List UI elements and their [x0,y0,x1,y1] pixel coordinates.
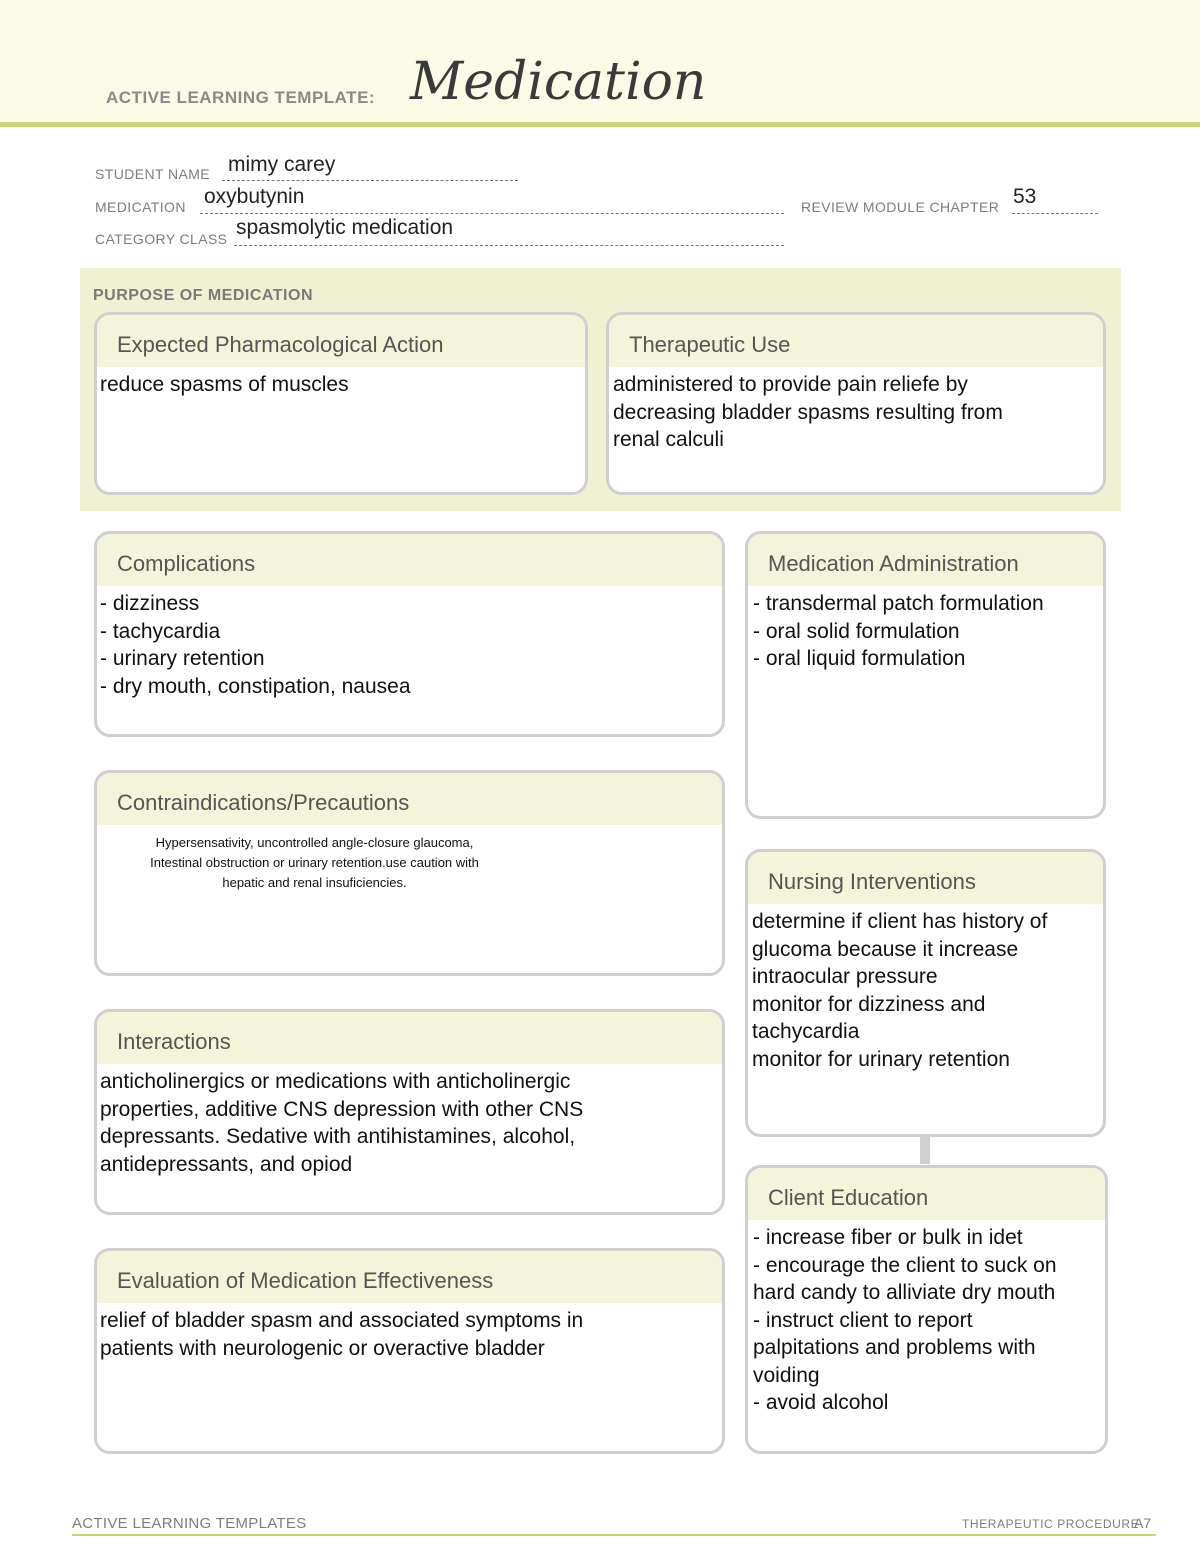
nursing-interventions-title: Nursing Interventions [748,852,1103,904]
contraindications-box [94,770,725,976]
review-module-label: REVIEW MODULE CHAPTER [801,199,1000,215]
medication-line [200,213,784,214]
template-title: Medication [410,52,707,112]
evaluation-text[interactable]: relief of bladder spasm and associated symptoms in patients with neurologenic or overactive bladder [100,1309,584,1360]
student-name-field[interactable]: mimy carey [228,153,336,176]
medication-administration-title: Medication Administration [748,534,1103,586]
contraindications-text[interactable]: Hypersensativity, uncontrolled angle-closure glaucoma, Intestinal obstruction or urinary retention.use caution with hepatic and renal insuficiencies. [150,835,479,890]
footer-left: ACTIVE LEARNING TEMPLATES [72,1515,307,1532]
footer-page-number: A7 [1134,1515,1152,1531]
header-rule [0,122,1200,127]
contraindications-title: Contraindications/Precautions [97,773,722,825]
complications-title: Complications [97,534,722,586]
client-education-title: Client Education [748,1168,1105,1220]
student-name-line [222,180,518,181]
review-module-line [1012,213,1098,214]
footer-right: THERAPEUTIC PROCEDURE [962,1517,1140,1531]
section-connector [920,1136,930,1164]
purpose-title: PURPOSE OF MEDICATION [93,287,313,304]
expected-action-title: Expected Pharmacological Action [97,315,585,367]
category-class-field[interactable]: spasmolytic medication [236,216,454,239]
medication-administration-text[interactable]: - transdermal patch formulation - oral solid formulation - oral liquid formulation [753,592,1044,670]
expected-action-box [94,312,588,495]
nursing-interventions-box [745,849,1106,1137]
evaluation-title: Evaluation of Medication Effectiveness [97,1251,722,1303]
medication-field[interactable]: oxybutynin [204,185,305,208]
therapeutic-use-title: Therapeutic Use [609,315,1103,367]
client-education-text[interactable]: - increase fiber or bulk in idet - encourage the client to suck on hard candy to alliviate dry mouth - instruct client to report palpitations and problems with voiding - avoid alcohol [753,1226,1057,1414]
therapeutic-use-box [606,312,1106,495]
client-education-box [745,1165,1108,1454]
complications-text[interactable]: - dizziness - tachycardia - urinary retention - dry mouth, constipation, nausea [100,592,411,698]
review-module-field[interactable]: 53 [1013,185,1037,208]
footer-rule [72,1534,1156,1536]
evaluation-box [94,1248,725,1454]
category-class-line [234,245,784,246]
medication-administration-box [745,531,1106,819]
medication-label: MEDICATION [95,199,186,215]
interactions-text[interactable]: anticholinergics or medications with anticholinergic properties, additive CNS depression with other CNS depressants. Sedative with antihistamines, alcohol, antidepressants, and opiod [100,1070,584,1176]
expected-action-text[interactable]: reduce spasms of muscles [100,373,349,396]
interactions-title: Interactions [97,1012,722,1064]
template-label: ACTIVE LEARNING TEMPLATE: [106,88,376,107]
therapeutic-use-text[interactable]: administered to provide pain reliefe by decreasing bladder spasms resulting from renal calculi [613,373,1003,451]
complications-box [94,531,725,737]
interactions-box [94,1009,725,1215]
student-name-label: STUDENT NAME [95,166,210,182]
category-class-label: CATEGORY CLASS [95,231,228,247]
nursing-interventions-text[interactable]: determine if client has history of glucoma because it increase intraocular pressure monitor for dizziness and tachycardia monitor for urinary retention [752,910,1048,1071]
